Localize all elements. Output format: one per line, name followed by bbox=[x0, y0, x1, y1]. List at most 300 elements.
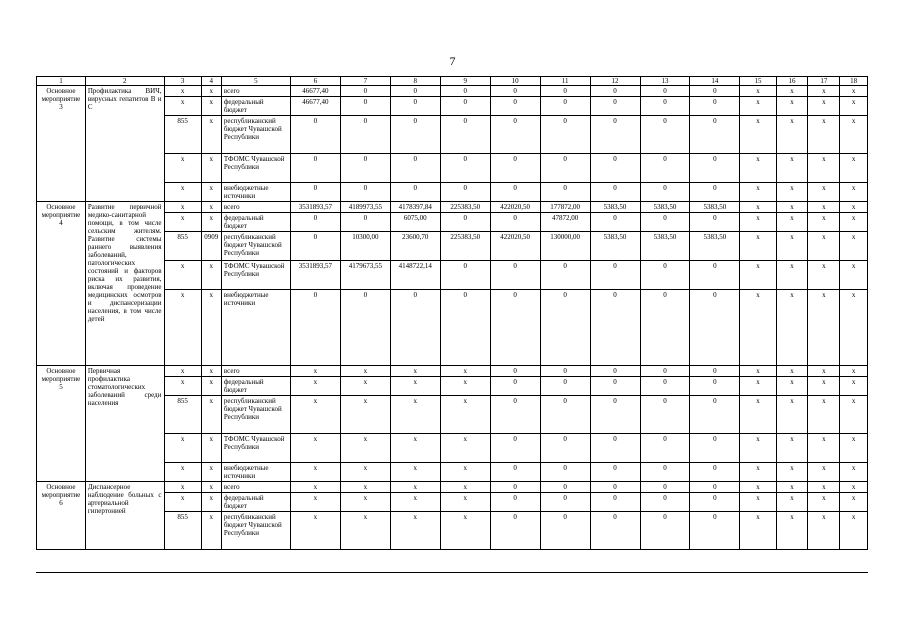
amount-cell: x bbox=[740, 116, 776, 154]
amount-cell: 177872,00 bbox=[540, 202, 590, 213]
amount-cell: 0 bbox=[690, 154, 740, 183]
amount-cell: 4179673,55 bbox=[340, 261, 390, 290]
amount-cell: 0 bbox=[290, 183, 340, 202]
amount-cell: 0 bbox=[440, 213, 490, 232]
amount-cell: 0 bbox=[640, 493, 690, 512]
amount-cell: 0 bbox=[640, 434, 690, 463]
amount-cell: 5383,50 bbox=[690, 232, 740, 261]
column-number: 17 bbox=[808, 77, 840, 86]
amount-cell: 0 bbox=[540, 154, 590, 183]
amount-cell: x bbox=[740, 512, 776, 550]
amount-cell: 0 bbox=[690, 116, 740, 154]
amount-cell: x bbox=[776, 183, 808, 202]
amount-cell: 23600,70 bbox=[390, 232, 440, 261]
amount-cell: 0 bbox=[290, 116, 340, 154]
amount-cell: 0 bbox=[490, 213, 540, 232]
section-code: x bbox=[201, 463, 221, 482]
grbs-code: x bbox=[164, 86, 201, 97]
column-number: 14 bbox=[690, 77, 740, 86]
amount-cell: 422020,50 bbox=[490, 232, 540, 261]
amount-cell: x bbox=[776, 493, 808, 512]
amount-cell: x bbox=[740, 213, 776, 232]
measure-name: Основное мероприятие 4 bbox=[37, 202, 86, 366]
amount-cell: 0 bbox=[490, 290, 540, 366]
amount-cell: x bbox=[740, 377, 776, 396]
amount-cell: x bbox=[808, 97, 840, 116]
amount-cell: 0 bbox=[590, 86, 640, 97]
amount-cell: 0 bbox=[540, 377, 590, 396]
amount-cell: x bbox=[808, 154, 840, 183]
amount-cell: 0 bbox=[640, 154, 690, 183]
section-code: x bbox=[201, 154, 221, 183]
funding-source: всего bbox=[221, 366, 290, 377]
amount-cell: 0 bbox=[640, 396, 690, 434]
amount-cell: 0 bbox=[340, 183, 390, 202]
amount-cell: x bbox=[808, 396, 840, 434]
funding-source: внебюджетные источники bbox=[221, 183, 290, 202]
amount-cell: 0 bbox=[640, 366, 690, 377]
amount-cell: x bbox=[776, 213, 808, 232]
amount-cell: x bbox=[740, 493, 776, 512]
amount-cell: x bbox=[808, 116, 840, 154]
amount-cell: x bbox=[740, 290, 776, 366]
amount-cell: x bbox=[808, 463, 840, 482]
amount-cell: 10300,00 bbox=[340, 232, 390, 261]
amount-cell: x bbox=[808, 202, 840, 213]
amount-cell: 0 bbox=[540, 116, 590, 154]
funding-source: республиканский бюджет Чувашской Республики bbox=[221, 232, 290, 261]
amount-cell: x bbox=[840, 213, 868, 232]
section-code: x bbox=[201, 396, 221, 434]
column-number: 11 bbox=[540, 77, 590, 86]
amount-cell: 0 bbox=[440, 183, 490, 202]
amount-cell: x bbox=[340, 377, 390, 396]
amount-cell: x bbox=[808, 290, 840, 366]
column-number: 12 bbox=[590, 77, 640, 86]
amount-cell: x bbox=[740, 366, 776, 377]
amount-cell: 0 bbox=[590, 482, 640, 493]
amount-cell: 0 bbox=[490, 396, 540, 434]
amount-cell: x bbox=[390, 377, 440, 396]
amount-cell: 0 bbox=[340, 154, 390, 183]
amount-cell: x bbox=[776, 366, 808, 377]
grbs-code: 855 bbox=[164, 396, 201, 434]
amount-cell: x bbox=[808, 213, 840, 232]
amount-cell: 47872,00 bbox=[540, 213, 590, 232]
grbs-code: 855 bbox=[164, 232, 201, 261]
amount-cell: 0 bbox=[640, 183, 690, 202]
section-code: x bbox=[201, 261, 221, 290]
amount-cell: x bbox=[290, 366, 340, 377]
measure-name: Основное мероприятие 5 bbox=[37, 366, 86, 482]
amount-cell: 0 bbox=[590, 116, 640, 154]
amount-cell: x bbox=[840, 434, 868, 463]
amount-cell: 0 bbox=[690, 482, 740, 493]
grbs-code: x bbox=[164, 154, 201, 183]
grbs-code: 855 bbox=[164, 116, 201, 154]
amount-cell: 0 bbox=[440, 290, 490, 366]
amount-cell: x bbox=[776, 154, 808, 183]
amount-cell: x bbox=[840, 116, 868, 154]
column-number: 15 bbox=[740, 77, 776, 86]
measure-description: Развитие первичной медико-санитарной помощи, в том числе сельским жителям. Развитие системы раннего выявления заболеваний, патологических состояний и факторов риска их развития, включая проведение медицинских осмотров и диспансеризации населения, в том числе детей bbox=[85, 202, 164, 366]
amount-cell: 0 bbox=[540, 434, 590, 463]
amount-cell: x bbox=[440, 377, 490, 396]
amount-cell: x bbox=[776, 86, 808, 97]
amount-cell: 0 bbox=[290, 213, 340, 232]
amount-cell: x bbox=[776, 232, 808, 261]
amount-cell: 0 bbox=[540, 261, 590, 290]
section-code: x bbox=[201, 97, 221, 116]
funding-source: федеральный бюджет bbox=[221, 493, 290, 512]
section-code: 0909 bbox=[201, 232, 221, 261]
amount-cell: 0 bbox=[590, 396, 640, 434]
amount-cell: 0 bbox=[640, 116, 690, 154]
column-number: 5 bbox=[221, 77, 290, 86]
amount-cell: x bbox=[740, 154, 776, 183]
grbs-code: x bbox=[164, 290, 201, 366]
amount-cell: x bbox=[840, 86, 868, 97]
funding-source: всего bbox=[221, 202, 290, 213]
amount-cell: 225383,50 bbox=[440, 232, 490, 261]
column-number: 6 bbox=[290, 77, 340, 86]
amount-cell: x bbox=[740, 396, 776, 434]
amount-cell: 0 bbox=[390, 97, 440, 116]
amount-cell: 6075,00 bbox=[390, 213, 440, 232]
amount-cell: 0 bbox=[390, 116, 440, 154]
amount-cell: 0 bbox=[540, 463, 590, 482]
amount-cell: 225383,50 bbox=[440, 202, 490, 213]
funding-source: внебюджетные источники bbox=[221, 290, 290, 366]
amount-cell: x bbox=[840, 512, 868, 550]
amount-cell: 5383,50 bbox=[690, 202, 740, 213]
amount-cell: 0 bbox=[640, 463, 690, 482]
amount-cell: x bbox=[840, 366, 868, 377]
amount-cell: 0 bbox=[390, 86, 440, 97]
amount-cell: 0 bbox=[590, 97, 640, 116]
amount-cell: 0 bbox=[290, 290, 340, 366]
amount-cell: x bbox=[840, 183, 868, 202]
amount-cell: 5383,50 bbox=[590, 202, 640, 213]
amount-cell: 0 bbox=[340, 86, 390, 97]
amount-cell: 0 bbox=[440, 261, 490, 290]
amount-cell: x bbox=[776, 512, 808, 550]
amount-cell: 0 bbox=[590, 183, 640, 202]
amount-cell: 46677,40 bbox=[290, 97, 340, 116]
amount-cell: x bbox=[340, 366, 390, 377]
amount-cell: x bbox=[340, 512, 390, 550]
amount-cell: 0 bbox=[540, 97, 590, 116]
section-code: x bbox=[201, 366, 221, 377]
amount-cell: 0 bbox=[690, 396, 740, 434]
amount-cell: x bbox=[776, 97, 808, 116]
amount-cell: x bbox=[776, 463, 808, 482]
amount-cell: x bbox=[440, 396, 490, 434]
amount-cell: 0 bbox=[490, 183, 540, 202]
amount-cell: 46677,40 bbox=[290, 86, 340, 97]
amount-cell: x bbox=[840, 377, 868, 396]
amount-cell: 0 bbox=[540, 290, 590, 366]
amount-cell: x bbox=[840, 493, 868, 512]
amount-cell: 0 bbox=[690, 377, 740, 396]
amount-cell: 0 bbox=[640, 512, 690, 550]
amount-cell: 0 bbox=[590, 154, 640, 183]
grbs-code: x bbox=[164, 366, 201, 377]
bottom-rule bbox=[36, 572, 868, 573]
amount-cell: x bbox=[808, 366, 840, 377]
amount-cell: x bbox=[740, 463, 776, 482]
amount-cell: 0 bbox=[590, 366, 640, 377]
amount-cell: x bbox=[808, 183, 840, 202]
column-number: 10 bbox=[490, 77, 540, 86]
amount-cell: 0 bbox=[340, 97, 390, 116]
funding-source: федеральный бюджет bbox=[221, 377, 290, 396]
column-number: 13 bbox=[640, 77, 690, 86]
amount-cell: 0 bbox=[640, 86, 690, 97]
amount-cell: x bbox=[290, 396, 340, 434]
measure-name: Основное мероприятие 6 bbox=[37, 482, 86, 550]
amount-cell: x bbox=[776, 377, 808, 396]
funding-source: всего bbox=[221, 86, 290, 97]
amount-cell: x bbox=[340, 482, 390, 493]
section-code: x bbox=[201, 434, 221, 463]
funding-source: ТФОМС Чувашской Республики bbox=[221, 261, 290, 290]
amount-cell: x bbox=[808, 512, 840, 550]
measure-description: Первичная профилактика стоматологических заболеваний среди населения bbox=[85, 366, 164, 482]
amount-cell: x bbox=[440, 493, 490, 512]
amount-cell: 0 bbox=[490, 463, 540, 482]
amount-cell: 0 bbox=[390, 290, 440, 366]
amount-cell: 0 bbox=[540, 183, 590, 202]
column-number-row bbox=[37, 77, 868, 86]
amount-cell: 0 bbox=[290, 154, 340, 183]
funding-source: федеральный бюджет bbox=[221, 97, 290, 116]
amount-cell: 0 bbox=[540, 512, 590, 550]
amount-cell: 0 bbox=[440, 86, 490, 97]
amount-cell: x bbox=[390, 493, 440, 512]
amount-cell: 0 bbox=[440, 116, 490, 154]
amount-cell: x bbox=[440, 512, 490, 550]
amount-cell: x bbox=[840, 202, 868, 213]
amount-cell: 0 bbox=[590, 434, 640, 463]
amount-cell: x bbox=[840, 463, 868, 482]
amount-cell: 0 bbox=[540, 396, 590, 434]
amount-cell: 0 bbox=[540, 366, 590, 377]
amount-cell: 0 bbox=[690, 493, 740, 512]
table-row bbox=[37, 366, 868, 377]
amount-cell: 0 bbox=[490, 154, 540, 183]
amount-cell: 0 bbox=[590, 261, 640, 290]
amount-cell: x bbox=[740, 482, 776, 493]
grbs-code: x bbox=[164, 434, 201, 463]
amount-cell: 0 bbox=[690, 434, 740, 463]
section-code: x bbox=[201, 493, 221, 512]
amount-cell: x bbox=[340, 493, 390, 512]
amount-cell: 0 bbox=[690, 290, 740, 366]
amount-cell: x bbox=[776, 396, 808, 434]
amount-cell: 0 bbox=[690, 213, 740, 232]
amount-cell: x bbox=[840, 290, 868, 366]
amount-cell: 4189973,55 bbox=[340, 202, 390, 213]
amount-cell: 0 bbox=[290, 232, 340, 261]
amount-cell: x bbox=[808, 493, 840, 512]
amount-cell: x bbox=[808, 482, 840, 493]
amount-cell: x bbox=[290, 482, 340, 493]
budget-table bbox=[36, 76, 868, 550]
amount-cell: x bbox=[390, 396, 440, 434]
amount-cell: x bbox=[390, 434, 440, 463]
amount-cell: 4148722,14 bbox=[390, 261, 440, 290]
funding-source: всего bbox=[221, 482, 290, 493]
grbs-code: x bbox=[164, 213, 201, 232]
amount-cell: x bbox=[390, 463, 440, 482]
amount-cell: x bbox=[390, 482, 440, 493]
amount-cell: 0 bbox=[340, 116, 390, 154]
amount-cell: 422020,50 bbox=[490, 202, 540, 213]
amount-cell: x bbox=[776, 261, 808, 290]
amount-cell: x bbox=[290, 512, 340, 550]
amount-cell: x bbox=[808, 434, 840, 463]
column-number: 18 bbox=[840, 77, 868, 86]
amount-cell: x bbox=[776, 482, 808, 493]
amount-cell: 4178397,84 bbox=[390, 202, 440, 213]
amount-cell: x bbox=[808, 86, 840, 97]
column-number: 2 bbox=[85, 77, 164, 86]
table-row bbox=[37, 482, 868, 493]
section-code: x bbox=[201, 202, 221, 213]
amount-cell: x bbox=[808, 377, 840, 396]
amount-cell: 0 bbox=[690, 97, 740, 116]
section-code: x bbox=[201, 377, 221, 396]
amount-cell: x bbox=[840, 261, 868, 290]
amount-cell: x bbox=[340, 396, 390, 434]
amount-cell: x bbox=[740, 261, 776, 290]
funding-source: ТФОМС Чувашской Республики bbox=[221, 154, 290, 183]
amount-cell: 0 bbox=[590, 213, 640, 232]
amount-cell: 0 bbox=[490, 97, 540, 116]
section-code: x bbox=[201, 116, 221, 154]
amount-cell: 0 bbox=[640, 261, 690, 290]
amount-cell: x bbox=[340, 463, 390, 482]
amount-cell: x bbox=[440, 366, 490, 377]
amount-cell: 0 bbox=[640, 482, 690, 493]
amount-cell: x bbox=[440, 482, 490, 493]
amount-cell: 0 bbox=[390, 183, 440, 202]
amount-cell: 0 bbox=[590, 463, 640, 482]
amount-cell: 0 bbox=[490, 434, 540, 463]
grbs-code: x bbox=[164, 261, 201, 290]
column-number: 4 bbox=[201, 77, 221, 86]
column-number: 8 bbox=[390, 77, 440, 86]
column-number: 1 bbox=[37, 77, 86, 86]
amount-cell: 0 bbox=[590, 290, 640, 366]
amount-cell: x bbox=[740, 202, 776, 213]
funding-source: федеральный бюджет bbox=[221, 213, 290, 232]
amount-cell: 0 bbox=[640, 213, 690, 232]
amount-cell: x bbox=[776, 202, 808, 213]
amount-cell: x bbox=[776, 290, 808, 366]
amount-cell: 0 bbox=[390, 154, 440, 183]
amount-cell: x bbox=[840, 97, 868, 116]
amount-cell: x bbox=[776, 116, 808, 154]
column-number: 7 bbox=[340, 77, 390, 86]
amount-cell: 0 bbox=[440, 97, 490, 116]
amount-cell: 3531893,57 bbox=[290, 261, 340, 290]
amount-cell: 0 bbox=[590, 377, 640, 396]
column-number: 9 bbox=[440, 77, 490, 86]
amount-cell: 0 bbox=[490, 261, 540, 290]
section-code: x bbox=[201, 512, 221, 550]
amount-cell: 0 bbox=[640, 97, 690, 116]
measure-description: Диспансерное наблюдение больных с артериальной гипертонией bbox=[85, 482, 164, 550]
amount-cell: 0 bbox=[540, 86, 590, 97]
amount-cell: x bbox=[390, 366, 440, 377]
amount-cell: x bbox=[808, 232, 840, 261]
amount-cell: x bbox=[290, 434, 340, 463]
amount-cell: x bbox=[740, 232, 776, 261]
amount-cell: 0 bbox=[490, 366, 540, 377]
column-number: 16 bbox=[776, 77, 808, 86]
amount-cell: 5383,50 bbox=[640, 232, 690, 261]
amount-cell: 0 bbox=[590, 493, 640, 512]
column-number: 3 bbox=[164, 77, 201, 86]
amount-cell: 0 bbox=[540, 493, 590, 512]
funding-source: республиканский бюджет Чувашской Республики bbox=[221, 512, 290, 550]
amount-cell: 0 bbox=[490, 512, 540, 550]
grbs-code: x bbox=[164, 183, 201, 202]
table-row bbox=[37, 86, 868, 97]
grbs-code: 855 bbox=[164, 512, 201, 550]
amount-cell: x bbox=[740, 434, 776, 463]
amount-cell: 0 bbox=[490, 377, 540, 396]
amount-cell: x bbox=[840, 232, 868, 261]
amount-cell: x bbox=[808, 261, 840, 290]
grbs-code: x bbox=[164, 493, 201, 512]
amount-cell: 0 bbox=[690, 261, 740, 290]
amount-cell: 5383,50 bbox=[590, 232, 640, 261]
funding-source: республиканский бюджет Чувашской Республики bbox=[221, 116, 290, 154]
funding-source: республиканский бюджет Чувашской Республики bbox=[221, 396, 290, 434]
section-code: x bbox=[201, 213, 221, 232]
amount-cell: x bbox=[390, 512, 440, 550]
amount-cell: 5383,50 bbox=[640, 202, 690, 213]
amount-cell: x bbox=[740, 86, 776, 97]
amount-cell: x bbox=[776, 434, 808, 463]
amount-cell: 0 bbox=[440, 154, 490, 183]
funding-source: ТФОМС Чувашской Республики bbox=[221, 434, 290, 463]
amount-cell: 0 bbox=[640, 377, 690, 396]
amount-cell: 0 bbox=[490, 493, 540, 512]
amount-cell: x bbox=[840, 396, 868, 434]
amount-cell: x bbox=[340, 434, 390, 463]
grbs-code: x bbox=[164, 482, 201, 493]
amount-cell: 0 bbox=[490, 86, 540, 97]
grbs-code: x bbox=[164, 202, 201, 213]
amount-cell: 0 bbox=[340, 290, 390, 366]
amount-cell: 0 bbox=[590, 512, 640, 550]
amount-cell: 0 bbox=[690, 183, 740, 202]
table-row bbox=[37, 202, 868, 213]
amount-cell: 130000,00 bbox=[540, 232, 590, 261]
amount-cell: 0 bbox=[690, 366, 740, 377]
amount-cell: 0 bbox=[490, 116, 540, 154]
page-number: 7 bbox=[449, 54, 456, 68]
amount-cell: x bbox=[440, 463, 490, 482]
amount-cell: 0 bbox=[690, 86, 740, 97]
funding-source: внебюджетные источники bbox=[221, 463, 290, 482]
section-code: x bbox=[201, 482, 221, 493]
amount-cell: 0 bbox=[490, 482, 540, 493]
